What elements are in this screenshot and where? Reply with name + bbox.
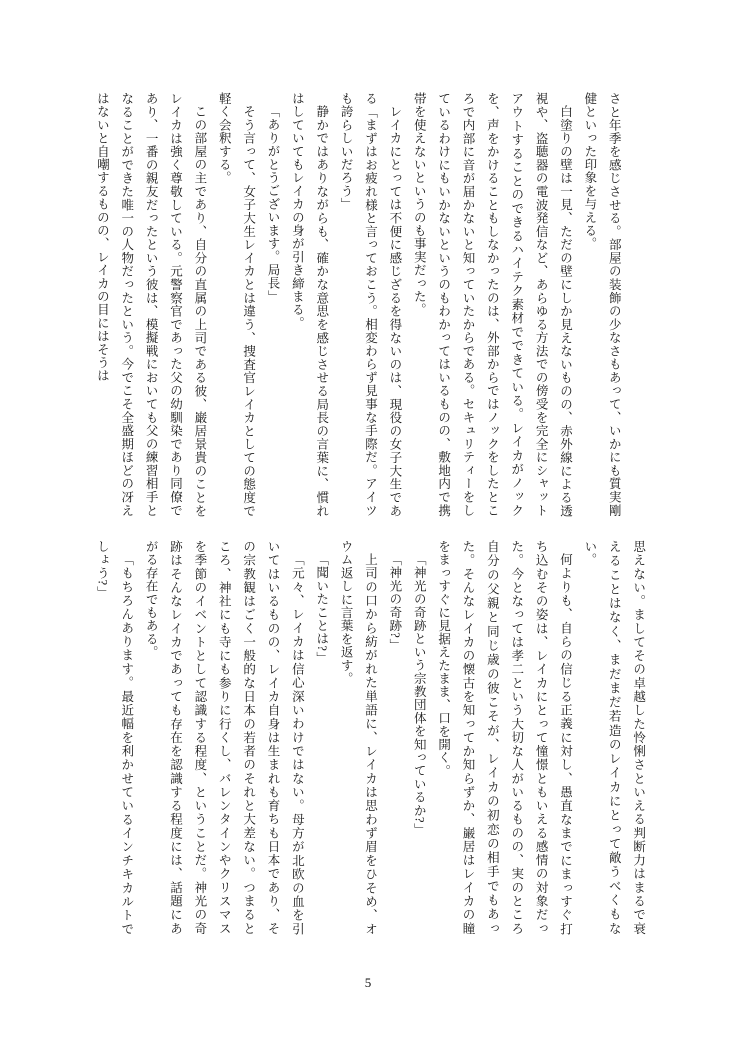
paragraph: 白塗りの壁は一見、ただの壁にしか見えないものの、赤外線による透視や、盗聴器の電波発信など、あらゆる方法での傍受を完全にシャットアウトすることのできるハイテク素材でできている。レイカがノックを、声をかけることもしなかったのは、外部からではノックをしたところで内部に音が届かないと知っていたからである。セキュリティーをしているわけにもいかないというのもわかってはいるものの、敷地内で携帯を使えないというのも事実だった。 — [412, 92, 573, 517]
paragraph: この部屋の主であり、自分の直属の上司である彼、巌居景貴のことをレイカは強く尊敬している。元警察官であった父の幼馴染であり同僚であり、一番の親友だったという彼は、模擬戦においても父の練習相手となることができた唯一の人物だったという。今でこそ全盛期ほどの冴えはないと自嘲するものの、レイカの目にはそうは — [95, 92, 207, 517]
paragraph: 「聞いたことは?」 — [314, 552, 329, 665]
paragraph: 「元々、レイカは信心深いわけではない。母方が北欧の血を引いてはいるものの、レイカ自身は生まれも育ちも日本であり、その宗教観はごく一般的な日本の若者のそれと大差ない。つまるところ、神社にも寺にも参りに行くし、バレンタインやクリスマスを季節のイベントとして認識する程度、ということだ。神光の奇跡はそんなレイカであっても存在を認識する程度には、話題にあがる存在でもある。 — [144, 540, 305, 935]
paragraph: 「もちろんあります。最近幅を利かせているインチキカルトでしょう?」 — [95, 540, 134, 935]
vertical-text-upper — [90, 92, 626, 517]
paragraph: さと年季を感じさせる。部屋の装飾の少なさもあって、いかにも質実剛健といった印象を与える。 — [582, 92, 622, 517]
paragraph: 静かではありながらも、確かな意思を感じさせる局長の言葉に、慣れはしていてもレイカの身が引き締まる。 — [290, 92, 329, 517]
paragraph: そう言って、女子大生レイカとは違う、捜査官レイカとしての態度で軽く会釈する。 — [217, 92, 256, 517]
paragraph: 何よりも、自らの信じる正義に対し、愚直なまでにまっすぐ打ち込むその姿は、レイカにとって憧憬ともいえる感情の対象だった。今となっては孝二という大切な人がいるものの、実のところ自分の父親と同じ歳の彼こそが、レイカの初恋の相手でもあった。そんなレイカの懐古を知ってか知らずか、巌居はレイカの瞳をまっすぐに見据えたまま、口を開く。 — [436, 540, 573, 935]
paragraph: 思えない。ましてその卓越した怜悧さといえる判断力はまるで衰えることはなく、まだまだ若造のレイカにとって敵うべくもない。 — [582, 540, 646, 935]
paragraph: 「神光の奇跡という宗教団体を知っているか?」 — [412, 552, 427, 836]
text-block-lower — [90, 540, 650, 935]
paragraph: 上司の口から紡がれた単語に、レイカは思わず眉をひそめ、オウム返しに言葉を返す。 — [339, 540, 378, 935]
text-block-upper — [90, 92, 650, 517]
vertical-text-lower — [90, 540, 651, 935]
paragraph: レイカにとっては不便に感じざるを得ないのは、現役の女子大生である「まずはお疲れ様と言っておこう。相変わらず見事な手際だ。アイツも誇らしいだろう」 — [339, 92, 402, 517]
paragraph: 「ありがとうございます。局長」 — [266, 104, 280, 303]
page-number: 5 — [364, 975, 372, 990]
paragraph: 「神光の奇跡?」 — [387, 552, 402, 652]
